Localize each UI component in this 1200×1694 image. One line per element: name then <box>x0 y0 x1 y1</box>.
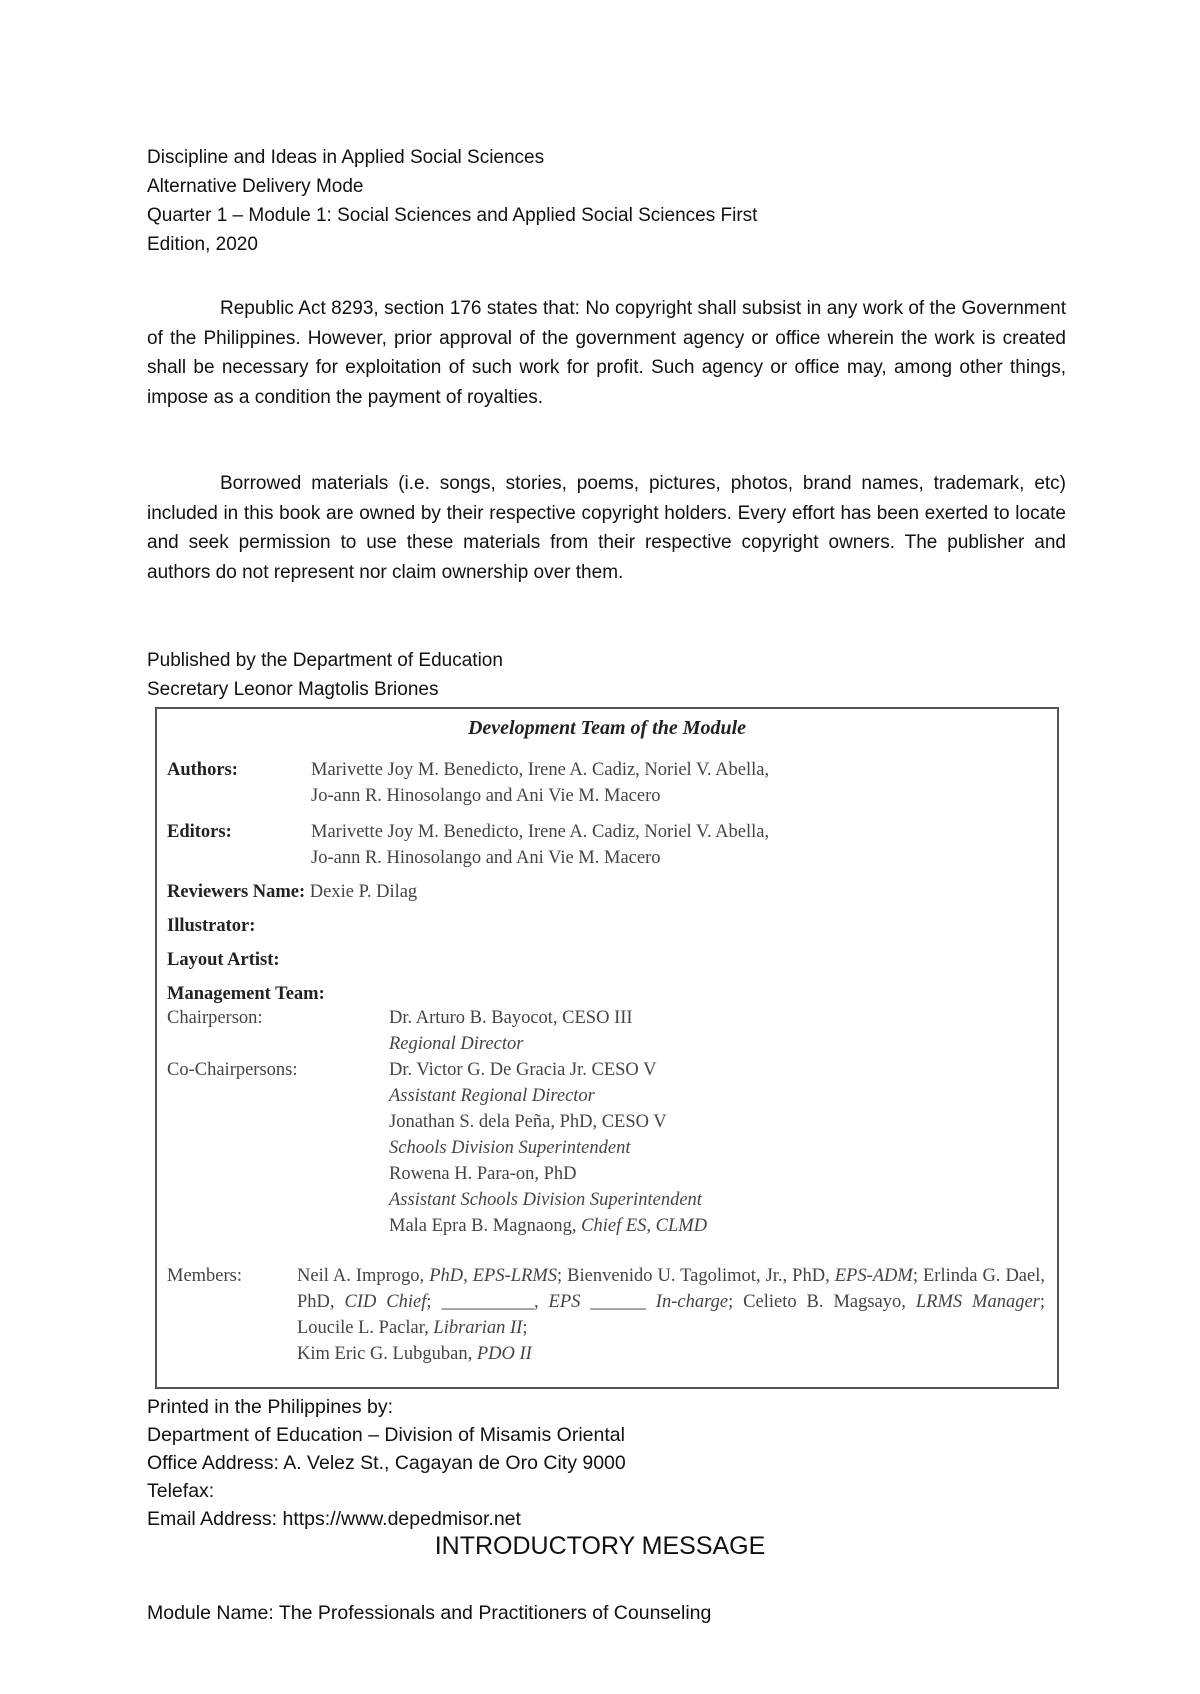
members-row <box>167 1263 1046 1364</box>
edition: Edition, 2020 <box>147 234 258 255</box>
module-name: Module Name: The Professionals and Practitioners of Counseling <box>147 1602 712 1624</box>
authors-value: Marivette Joy M. Benedicto, Irene A. Cadiz, Noriel V. Abella, Jo-ann R. Hinosolango and Ani Vie M. Macero <box>311 760 770 806</box>
module-header <box>147 143 757 259</box>
email-address: Email Address: https://www.depedmisor.net <box>147 1508 521 1530</box>
management-team-label: Management Team: <box>167 984 325 1004</box>
chairperson-label: Chairperson: <box>167 1008 263 1028</box>
members-value: Neil A. Improgo, PhD, EPS-LRMS; Bienvenido U. Tagolimot, Jr., PhD, EPS-ADM; Erlinda G. Dael, PhD, CID Chief; __________, EPS ______ In-charge; Celieto B. Magsayo, LRMS Manager; Loucile L. Paclar, Librarian II; Kim Eric G. Lubguban, PDO II <box>297 1266 1046 1364</box>
chairperson-value: Dr. Arturo B. Bayocot, CESO III Regional Director <box>389 1008 633 1054</box>
reviewers-row <box>167 879 1045 905</box>
chairperson-row <box>167 1005 1045 1054</box>
copyright-paragraph: Republic Act 8293, section 176 states that: No copyright shall subsist in any work of the Government of the Philippines. However, prior approval of the government agency or office wherein the work is created shall be necessary for exploitation of such work for profit. Such agency or office may, among other things, impose as a condition the payment of royalties. <box>147 298 1066 408</box>
printed-by: Printed in the Philippines by: <box>147 1396 394 1418</box>
borrowed-materials-paragraph: Borrowed materials (i.e. songs, stories, poems, pictures, photos, brand names, trademark, etc) included in this book are owned by their respective copyright holders. Every effort has been exerted to locate and seek permission to use these materials from their respective copyright owners. The publisher and authors do not represent nor claim ownership over them. <box>147 473 1066 583</box>
delivery-mode: Alternative Delivery Mode <box>147 176 364 197</box>
development-team-box <box>155 707 1059 1389</box>
illustrator-label: Illustrator: <box>167 916 256 936</box>
introductory-message-heading: INTRODUCTORY MESSAGE <box>434 1532 766 1560</box>
management-team-row <box>167 981 1045 1007</box>
printer-info <box>147 1393 626 1533</box>
layout-artist-label: Layout Artist: <box>167 950 280 970</box>
publisher-block <box>147 646 503 704</box>
authors-label: Authors: <box>167 760 238 780</box>
module-title: Quarter 1 – Module 1: Social Sciences and Applied Social Sciences First <box>147 205 758 226</box>
co-chairpersons-row <box>167 1057 1045 1236</box>
team-title: Development Team of the Module <box>467 717 747 739</box>
subject-title: Discipline and Ideas in Applied Social Sciences <box>147 147 545 168</box>
editors-row <box>167 819 1045 868</box>
division: Department of Education – Division of Misamis Oriental <box>147 1424 625 1446</box>
co-chairpersons-value: Dr. Victor G. De Gracia Jr. CESO V Assistant Regional Director Jonathan S. dela Peña, PhD, CESO V Schools Division Superintendent Rowena H. Para-on, PhD Assistant Schools Division Superintendent Mala Epra B. Magnaong, Chief ES, CLMD <box>389 1060 708 1236</box>
editors-label: Editors: <box>167 822 232 842</box>
co-chairpersons-label: Co-Chairpersons: <box>167 1060 298 1080</box>
layout-artist-row <box>167 947 1045 973</box>
office-address: Office Address: A. Velez St., Cagayan de Oro City 9000 <box>147 1452 626 1474</box>
members-label: Members: <box>167 1266 243 1286</box>
editors-value: Marivette Joy M. Benedicto, Irene A. Cadiz, Noriel V. Abella, Jo-ann R. Hinosolango and Ani Vie M. Macero <box>311 822 770 868</box>
publisher: Published by the Department of Education <box>147 650 503 671</box>
authors-row <box>167 757 1045 806</box>
reviewers-label: Reviewers Name: <box>167 882 306 902</box>
reviewers-value: Dexie P. Dilag <box>309 882 418 902</box>
illustrator-row <box>167 913 1045 939</box>
telefax: Telefax: <box>147 1480 215 1502</box>
secretary: Secretary Leonor Magtolis Briones <box>147 679 439 700</box>
